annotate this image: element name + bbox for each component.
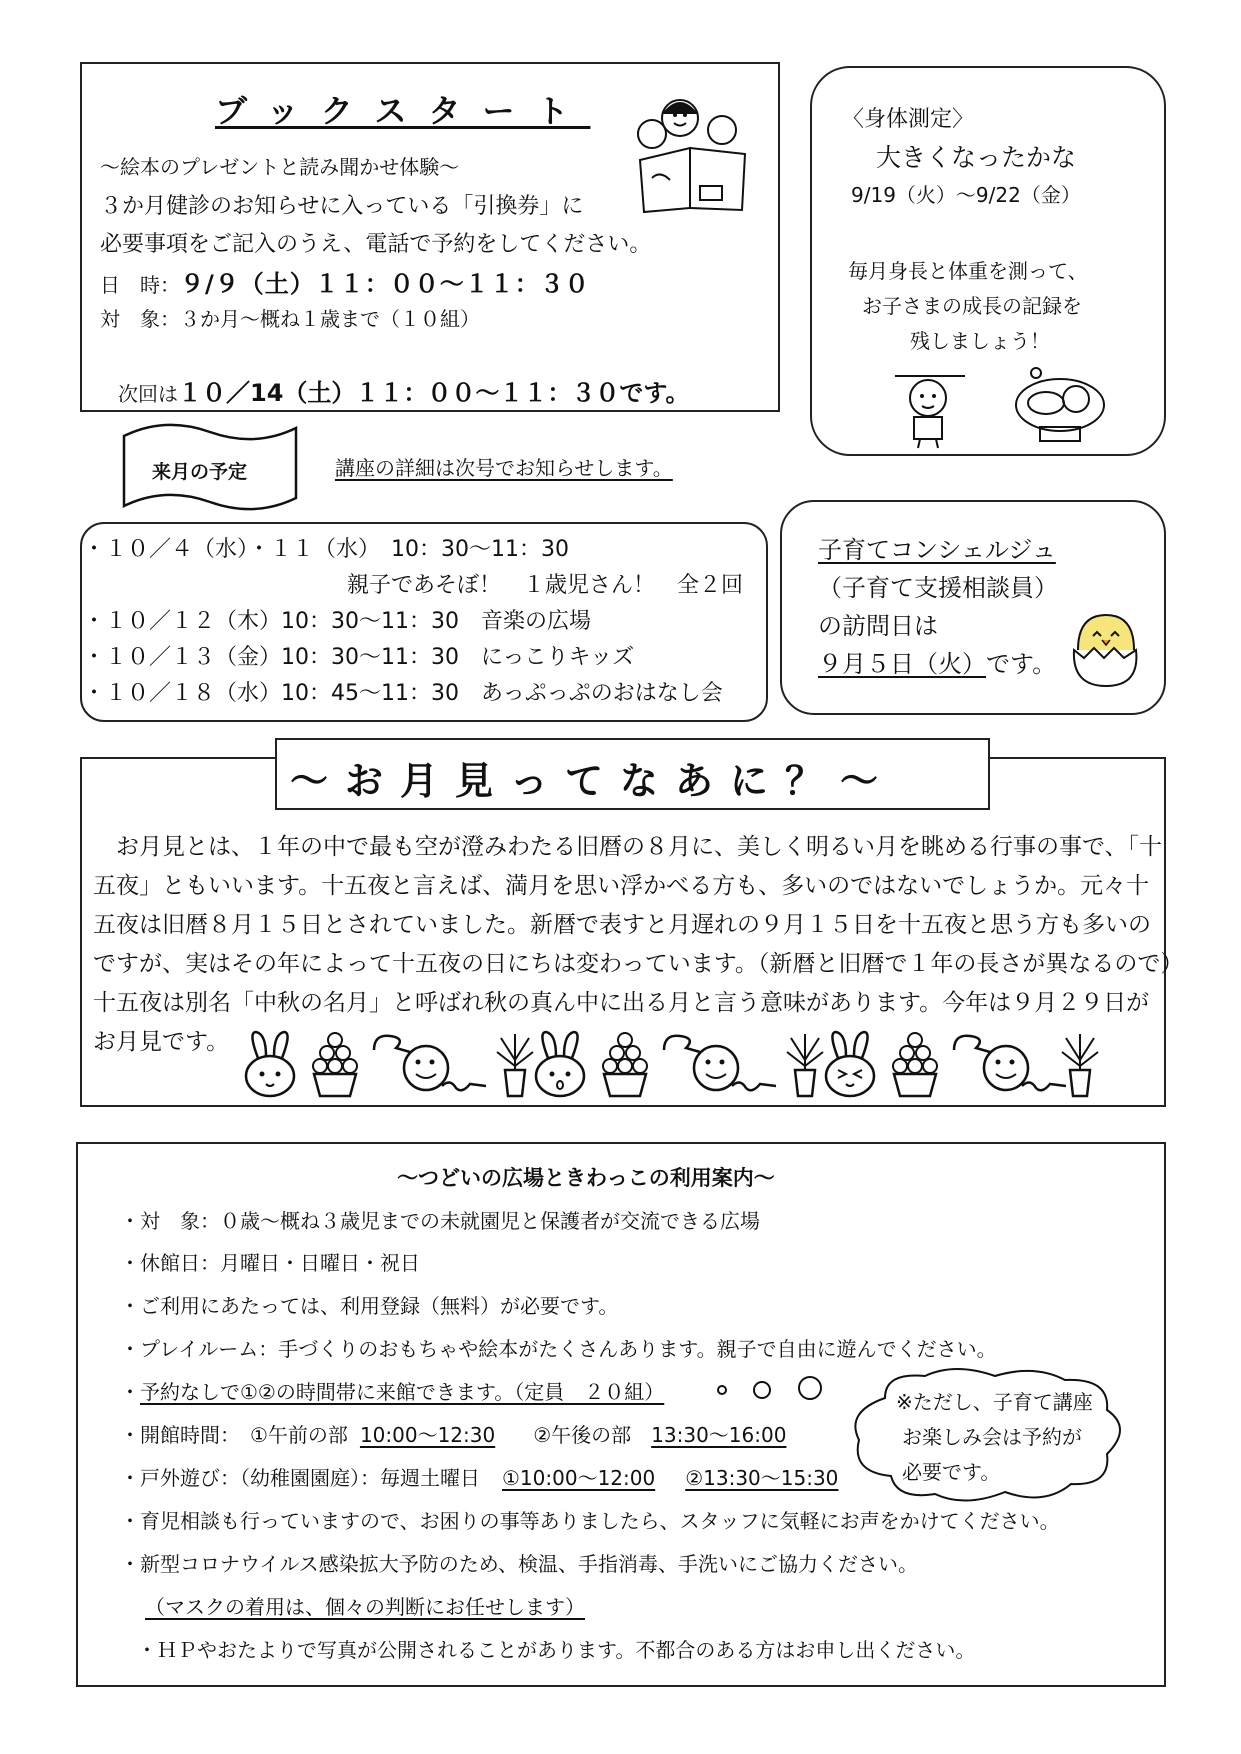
cloud-line-1: ※ただし、子育て講座 — [896, 1390, 1093, 1414]
susuki-grass-icon — [785, 1030, 825, 1100]
guide-item-register: ・ご利用にあたっては、利用登録（無料）が必要です。 — [120, 1294, 619, 1318]
dango-icon — [890, 1030, 940, 1100]
chick-icon — [1068, 610, 1143, 690]
bookstart-datetime — [100, 264, 590, 299]
schedule-item-4: ・１０／１８（水）10：45～11：30 あっぷっぷのおはなし会 — [83, 681, 723, 706]
baby-scale-icon — [1010, 365, 1110, 445]
smiling-moon-icon — [660, 1030, 780, 1100]
tsukimi-paragraph — [93, 828, 1184, 1062]
guide-item-hours — [120, 1419, 786, 1448]
tsukimi-line-6: お月見です。 — [93, 1029, 230, 1055]
children-reading-icon — [630, 90, 765, 215]
reservation-text: 予約なしで①②の時間帯に来館できます。（定員 ２０組） — [140, 1380, 665, 1404]
measure-subtitle: 大きくなったかな — [876, 143, 1077, 172]
guide-item-playroom: ・プレイルーム：手づくりのおもちゃや絵本がたくさんあります。親子で自由に遊んでください。 — [120, 1337, 997, 1361]
tsukimi-line-5: 十五夜は別名「中秋の名月」と呼ばれ秋の真ん中に出る月と言う意味があります。今年は９月２９日が — [93, 990, 1150, 1016]
dango-icon — [310, 1030, 360, 1100]
guide-item-closed: ・休館日：月曜日・日曜日・祝日 — [120, 1251, 420, 1275]
concierge-date-line — [818, 644, 1056, 679]
measure-title: 〈身体測定〉 — [842, 107, 975, 132]
smiling-moon-icon — [370, 1030, 490, 1100]
next-month-flag-label: 来月の予定 — [152, 461, 248, 483]
bookstart-line1: ３か月健診のお知らせに入っている「引換券」に — [100, 194, 584, 219]
tsukimi-line-4: ですが、実はその年によって十五夜の日にちは変わっています。（新暦と旧暦で１年の長さが異なるので） — [93, 951, 1184, 977]
schedule-item-1: ・１０／４（水）・１１（水） 10：30～11：30 — [83, 537, 569, 562]
rabbit-icon — [820, 1030, 880, 1100]
outdoor-2: ②13:30～15:30 — [685, 1466, 839, 1490]
hours-am: 10:00～12:30 — [359, 1423, 496, 1447]
tsukimi-title: ～お月見ってなあに？～ — [290, 759, 896, 803]
hours-pm-label: ②午後の部 — [533, 1423, 632, 1447]
concierge-subtitle: （子育て支援相談員） — [818, 574, 1058, 602]
rabbit-icon — [240, 1030, 300, 1100]
datetime-label: 日 時： — [100, 273, 180, 297]
guide-item-reservation: ・予約なしで①②の時間帯に来館できます。（定員 ２０組） — [120, 1380, 665, 1404]
target-label: 対 象： — [100, 307, 180, 331]
measure-body-2: お子さまの成長の記録を — [862, 294, 1082, 318]
next-value: １０／14（土）１１：００～１１：３０です。 — [178, 379, 690, 407]
bookstart-title: ブックスタート — [215, 92, 591, 130]
rabbit-icon — [530, 1030, 590, 1100]
bookstart-subtitle: ～絵本のプレゼントと読み聞かせ体験～ — [100, 155, 460, 179]
concierge-title: 子育てコンシェルジュ — [818, 536, 1056, 564]
guide-item-photo: ・ＨＰやおたよりで写真が公開されることがあります。不都合のある方はお申し出ください。 — [137, 1638, 976, 1662]
bookstart-line2: 必要事項をご記入のうえ、電話で予約をしてください。 — [100, 232, 652, 257]
hours-label: ・開館時間： ①午前の部 — [120, 1423, 348, 1447]
next-prefix: 次回は — [118, 382, 178, 406]
tsukimi-line-2: 五夜」ともいいます。十五夜と言えば、満月を思い浮かべる方も、多いのではないでしょうか。元々十 — [93, 873, 1150, 899]
guide-title: ～つどいの広場ときわっこの利用案内～ — [397, 1166, 775, 1190]
hours-pm: 13:30～16:00 — [651, 1423, 787, 1447]
cloud-line-3: 必要です。 — [902, 1460, 1001, 1484]
bookstart-next — [118, 373, 689, 408]
schedule-item-3: ・１０／１３（金）10：30～11：30 にっこりキッズ — [83, 645, 635, 670]
tsukimi-line-3: 五夜は旧暦８月１５日とされていました。新暦で表すと月遅れの９月１５日を十五夜と思う方も多いの — [93, 912, 1151, 938]
measure-dates: 9/19（火）～9/22（金） — [851, 183, 1081, 207]
guide-item-covid: ・新型コロナウイルス感染拡大予防のため、検温、手指消毒、手洗いにご協力ください。 — [120, 1552, 918, 1576]
measure-body-1: 毎月身長と体重を測って、 — [848, 259, 1088, 283]
next-month-note: 講座の詳細は次号でお知らせします。 — [335, 456, 673, 480]
guide-item-target: ・対 象：０歳～概ね３歳児までの未就園児と保護者が交流できる広場 — [120, 1209, 760, 1233]
tsukimi-decoration-row — [240, 1030, 1100, 1100]
bookstart-target — [100, 303, 480, 332]
concierge-suffix: です。 — [986, 650, 1057, 678]
outdoor-1: ①10:00～12:00 — [502, 1466, 656, 1490]
concierge-line3: の訪問日は — [818, 612, 938, 640]
datetime-value: ９/９（土）１１：００～１１：３０ — [180, 270, 590, 298]
guide-item-outdoor — [120, 1462, 838, 1491]
target-value: ３か月～概ね１歳まで（１０組） — [180, 307, 480, 331]
cloud-line-2: お楽しみ会は予約が — [902, 1425, 1082, 1449]
measure-body-3: 残しましょう！ — [910, 329, 1050, 353]
smiling-moon-icon — [950, 1030, 1070, 1100]
thought-bubbles — [710, 1370, 830, 1410]
schedule-item-1-detail: 親子であそぼ！ １歳児さん！ 全２回 — [83, 573, 744, 598]
concierge-date: ９月５日（火） — [818, 650, 986, 678]
outdoor-label: ・戸外遊び：（幼稚園園庭）：毎週土曜日 — [120, 1466, 480, 1490]
susuki-grass-icon — [1060, 1030, 1100, 1100]
schedule-item-2: ・１０／１２（木）10：30～11：30 音楽の広場 — [83, 609, 591, 634]
dango-icon — [600, 1030, 650, 1100]
tsukimi-line-1: お月見とは、１年の中で最も空が澄みわたる旧暦の８月に、美しく明るい月を眺める行事の事で、「十 — [93, 834, 1163, 860]
guide-item-consult: ・育児相談も行っていますので、お困りの事等ありましたら、スタッフに気軽にお声をかけてください。 — [120, 1509, 1060, 1533]
measuring-child-icon — [890, 370, 975, 450]
guide-item-mask: （マスクの着用は、個々の判断にお任せします） — [145, 1595, 585, 1619]
susuki-grass-icon — [495, 1030, 535, 1100]
